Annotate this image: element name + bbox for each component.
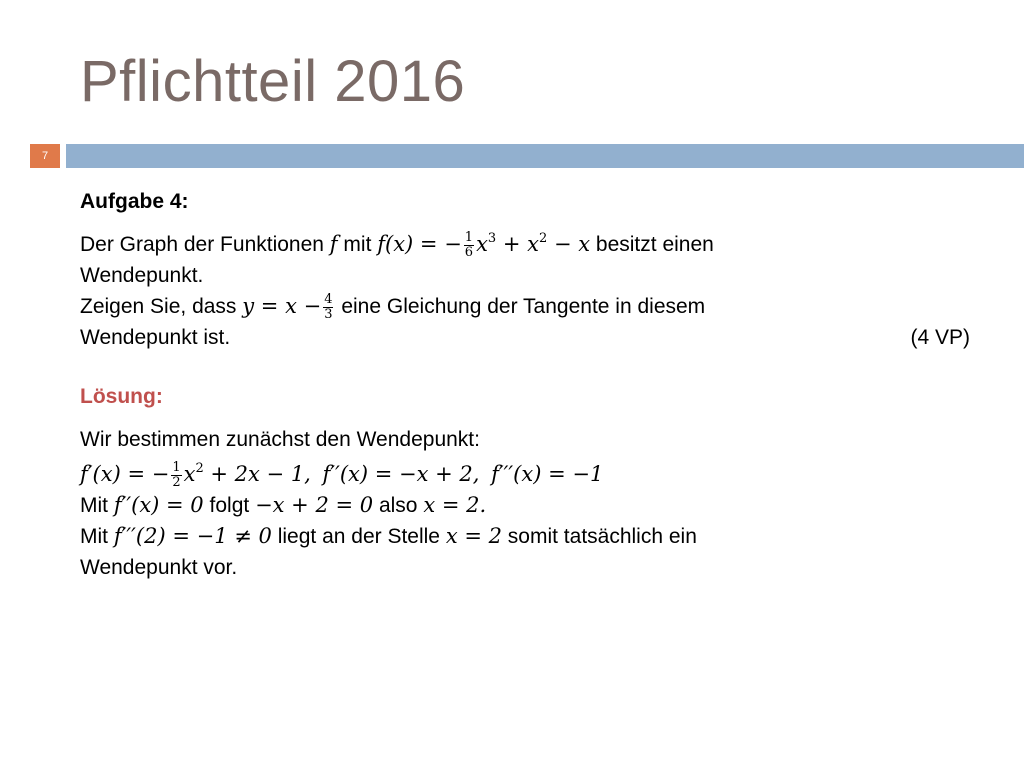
task-line4-text: Wendepunkt ist.	[80, 326, 231, 349]
task-line1-suffix: besitzt einen	[590, 233, 714, 256]
solution-mit-line-2	[80, 521, 970, 552]
task-line-4	[80, 322, 970, 353]
fraction-denominator: 6	[464, 244, 474, 260]
exponent-2: 2	[539, 231, 548, 246]
mit-label: Mit	[80, 525, 114, 548]
condition-third-derivative: f′′′(2) = −1 ≠ 0	[113, 524, 272, 548]
fraction-numerator: 1	[464, 229, 474, 245]
task-line1-mit: mit	[337, 233, 378, 256]
fraction-denominator: 3	[324, 306, 333, 322]
solution-intro: Wir bestimmen zunächst den Wendepunkt:	[80, 428, 480, 451]
exponent-3: 3	[487, 231, 497, 246]
fraction-numerator: 4	[324, 291, 333, 307]
derivatives-line	[80, 459, 970, 490]
slide-title: Pflichtteil 2016	[80, 49, 466, 114]
first-derivative-rest: + 2x − 1,	[203, 462, 311, 486]
solution-mit-line-1	[80, 490, 970, 521]
task-line3-prefix: Zeigen Sie, dass	[80, 295, 243, 318]
task-line1-prefix: Der Graph der Funktionen	[80, 233, 330, 256]
math-function-lhs: f(x) = −	[377, 232, 462, 256]
math-function-end: − x	[547, 232, 591, 256]
slide-content	[80, 180, 970, 583]
x-equals-2: x = 2	[445, 524, 502, 548]
math-tangent-eq: y = x −	[242, 294, 322, 318]
first-derivative-lhs: f′(x) = −	[80, 462, 170, 486]
task-heading: Aufgabe 4:	[80, 190, 189, 213]
mit-label: Mit	[80, 494, 114, 517]
fraction-one-sixth	[464, 231, 474, 260]
math-x: x	[183, 462, 196, 486]
header-bar	[66, 144, 1024, 168]
fraction-numerator: 1	[172, 459, 181, 475]
math-function-mid: + x	[496, 232, 539, 256]
fraction-four-thirds	[323, 293, 333, 322]
task-line-3	[80, 291, 970, 322]
folgt-label: folgt	[203, 494, 256, 517]
also-label: also	[373, 494, 424, 517]
solution-text	[80, 424, 970, 583]
equation-result: x = 2.	[423, 493, 487, 517]
third-derivative: f′′′(x) = −1	[491, 462, 604, 486]
math-x: x	[476, 232, 488, 256]
conclusion-label: somit tatsächlich ein	[501, 525, 697, 548]
condition-second-derivative: f′′(x) = 0	[113, 493, 204, 517]
task-text	[80, 229, 970, 353]
spacer	[80, 353, 970, 375]
task-line-1	[80, 229, 970, 260]
task-line3-suffix: eine Gleichung der Tangente in diesem	[335, 295, 706, 318]
task-line-2: Wendepunkt.	[80, 264, 204, 287]
solution-heading: Lösung:	[80, 385, 163, 408]
second-derivative: f′′(x) = −x + 2,	[322, 462, 480, 486]
solution-last-line: Wendepunkt vor.	[80, 556, 238, 579]
points-label: (4 VP)	[910, 326, 970, 349]
math-f: f	[329, 232, 338, 256]
stelle-label: liegt an der Stelle	[271, 525, 446, 548]
fraction-one-half	[171, 461, 181, 490]
fraction-denominator: 2	[172, 474, 181, 490]
slide-number: 7	[30, 144, 60, 168]
exponent-2: 2	[195, 461, 204, 476]
equation-solve: −x + 2 = 0	[255, 493, 374, 517]
